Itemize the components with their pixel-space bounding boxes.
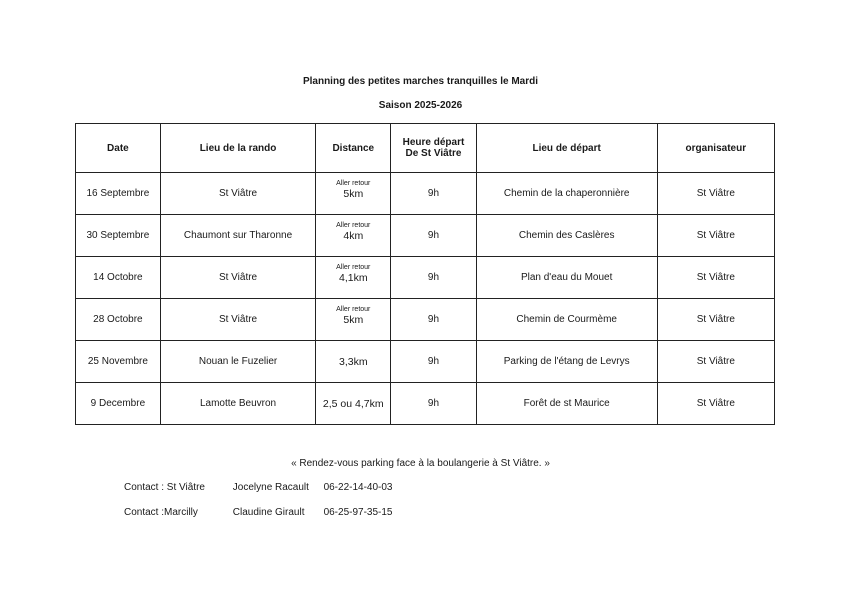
cell-lieu: St Viâtre [160,173,316,215]
cell-date: 30 Septembre [76,215,161,257]
cell-organisateur: St Viâtre [657,257,774,299]
header-heure-line2: De St Viâtre [405,148,462,159]
cell-organisateur: St Viâtre [657,341,774,383]
distance-note: Aller retour [336,221,371,229]
cell-heure: 9h [391,173,476,215]
cell-depart: Parking de l'étang de Levrys [476,341,657,383]
cell-depart: Forêt de st Maurice [476,383,657,425]
contact-label: Contact : St Viâtre [124,482,205,493]
cell-heure: 9h [391,257,476,299]
cell-organisateur: St Viâtre [657,299,774,341]
cell-depart: Chemin de Courmème [476,299,657,341]
cell-depart: Chemin des Caslères [476,215,657,257]
table-row [76,341,775,383]
table-row [76,215,775,257]
cell-distance [316,173,391,215]
distance-value: 4km [343,229,364,242]
cell-date: 28 Octobre [76,299,161,341]
table-row [76,383,775,425]
rendezvous-note: « Rendez-vous parking face à la boulangerie à St Viâtre. » [291,458,550,469]
cell-distance [316,257,391,299]
cell-organisateur: St Viâtre [657,173,774,215]
cell-date: 9 Decembre [76,383,161,425]
contact-line [124,482,393,493]
contact-label: Contact :Marcilly [124,507,198,518]
cell-heure: 9h [391,341,476,383]
distance-note: Aller retour [336,305,371,313]
document-title: Planning des petites marches tranquilles le Mardi [302,76,539,87]
schedule-table [75,123,775,425]
cell-distance [316,341,391,383]
header-heure-line1: Heure départ [402,137,465,148]
distance-value: 3,3km [338,355,368,368]
table-row [76,299,775,341]
cell-date: 16 Septembre [76,173,161,215]
contact-phone: 06-25-97-35-15 [323,507,393,518]
cell-depart: Chemin de la chaperonnière [476,173,657,215]
header-date: Date [76,124,161,173]
cell-lieu: Chaumont sur Tharonne [160,215,316,257]
cell-organisateur: St Viâtre [657,215,774,257]
header-lieu: Lieu de la rando [160,124,316,173]
cell-distance [316,383,391,425]
header-heure [391,124,476,173]
cell-organisateur: St Viâtre [657,383,774,425]
cell-heure: 9h [391,299,476,341]
season-label: Saison 2025-2026 [378,100,463,111]
table-row [76,257,775,299]
contact-name: Jocelyne Racault [232,482,309,493]
cell-lieu: St Viâtre [160,257,316,299]
cell-date: 25 Novembre [76,341,161,383]
cell-lieu: St Viâtre [160,299,316,341]
table-row [76,173,775,215]
cell-lieu: Nouan le Fuzelier [160,341,316,383]
table-header-row [76,124,775,173]
contact-name: Claudine Girault [232,507,305,518]
contact-phone: 06-22-14-40-03 [323,482,393,493]
header-depart: Lieu de départ [476,124,657,173]
distance-value: 4,1km [338,271,368,284]
cell-heure: 9h [391,215,476,257]
distance-note: Aller retour [336,179,371,187]
distance-value: 5km [343,313,364,326]
cell-lieu: Lamotte Beuvron [160,383,316,425]
cell-distance [316,215,391,257]
contact-line [124,507,393,518]
cell-date: 14 Octobre [76,257,161,299]
distance-note: Aller retour [336,263,371,271]
header-organisateur: organisateur [657,124,774,173]
cell-distance [316,299,391,341]
distance-value: 5km [343,187,364,200]
cell-heure: 9h [391,383,476,425]
distance-value: 2,5 ou 4,7km [322,397,384,410]
cell-depart: Plan d'eau du Mouet [476,257,657,299]
header-distance: Distance [316,124,391,173]
